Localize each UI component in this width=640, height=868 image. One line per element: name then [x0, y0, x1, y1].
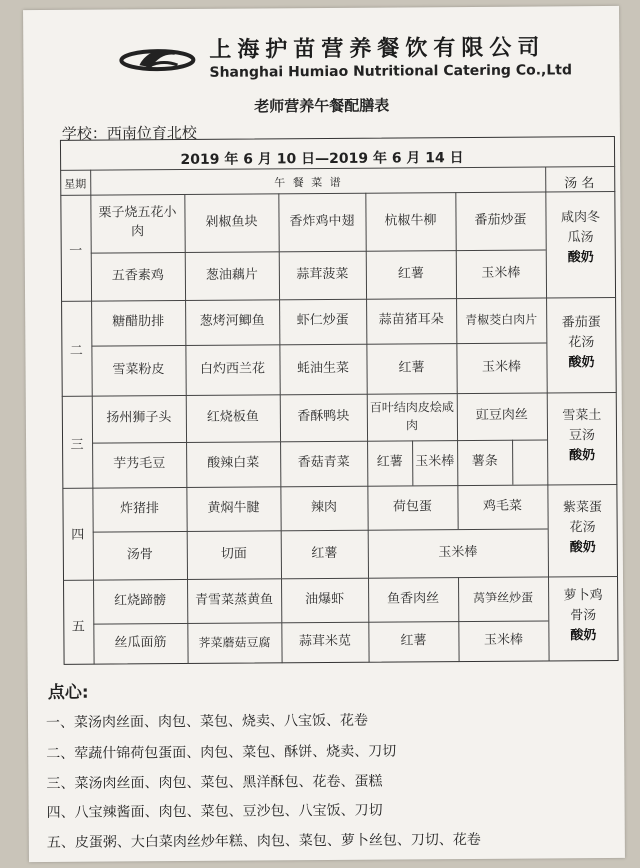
- soup-cell: [545, 208, 615, 269]
- soup-name-line: 番茄蛋: [561, 315, 601, 331]
- dish-cell: 红薯: [397, 265, 424, 282]
- school-name: 学校：西南位育北校: [61, 123, 197, 143]
- soup-name-line: 紫菜蛋: [562, 500, 603, 516]
- dish-cell: 黄焖牛腱: [207, 500, 260, 516]
- dish-cell: 玉米棒: [438, 544, 478, 560]
- dish-cell: 百叶结肉皮烩咸肉: [369, 400, 454, 432]
- dish-cell: 炸猪排: [119, 500, 160, 517]
- dish-cell: 豇豆肉丝: [475, 407, 528, 424]
- dish-cell: 薯条: [471, 453, 498, 470]
- drink-label: 酸奶: [567, 250, 594, 266]
- dish-cell: 莴笋丝炒蛋: [473, 590, 534, 606]
- dish-cell: 酸辣白菜: [207, 455, 260, 471]
- soup-name-line: 骨汤: [570, 608, 597, 624]
- day-label: 一: [69, 243, 83, 259]
- menu-sheet: [23, 6, 625, 862]
- dish-cell: 青雪菜蒸黄鱼: [195, 591, 274, 608]
- header-soup: 汤 名: [564, 176, 595, 192]
- dish-cell: 栗子烧五花小肉: [98, 205, 177, 240]
- snack-line: 四、八宝辣酱面、肉包、菜包、豆沙包、八宝饭、刀切: [46, 802, 383, 821]
- soup-cell: [547, 406, 617, 467]
- soup-cell: [546, 313, 616, 374]
- dish-cell: 油爆虾: [305, 591, 345, 607]
- day-label: 五: [71, 619, 85, 635]
- snack-line: 五、皮蛋粥、大白菜肉丝炒年糕、肉包、菜包、萝卜丝包、刀切、花卷: [46, 831, 481, 851]
- dish-cell: 切面: [220, 546, 247, 562]
- dish-cell: 扬州狮子头: [106, 410, 172, 426]
- dish-cell: 丝瓜面筋: [114, 635, 167, 651]
- dish-cell: 红薯: [398, 359, 425, 376]
- document-title: 老师营养午餐配膳表: [254, 96, 390, 116]
- dish-cell: 蒜茸米苋: [298, 633, 352, 650]
- dish-cell: 辣肉: [310, 499, 338, 515]
- dish-cell: 葱油藕片: [205, 267, 258, 283]
- dish-cell: 鸡毛菜: [482, 498, 523, 514]
- dish-cell: 荷包蛋: [392, 498, 433, 515]
- day-label: 二: [69, 343, 83, 359]
- dish-cell: 香菇青菜: [297, 454, 350, 471]
- soup-name-line: 咸肉冬: [560, 210, 601, 226]
- drink-label: 酸奶: [569, 540, 596, 556]
- company-name-en: Shanghai Humiao Nutritional Catering Co.,Ltd: [209, 62, 573, 81]
- dish-cell: 香炸鸡中翅: [289, 213, 355, 229]
- dish-cell: 糖醋肋排: [112, 314, 165, 330]
- dish-cell: 杭椒牛柳: [384, 212, 437, 229]
- soup-name-line: 萝卜鸡: [563, 588, 603, 604]
- dish-cell: 汤骨: [126, 546, 153, 562]
- drink-label: 酸奶: [569, 448, 596, 464]
- header-day: 星期: [64, 177, 87, 191]
- dish-cell: 鱼香肉丝: [387, 590, 440, 607]
- dish-cell: 剁椒鱼块: [205, 214, 258, 230]
- soup-name-line: 豆汤: [568, 428, 596, 444]
- dish-cell: 蒜苗猪耳朵: [378, 312, 444, 328]
- snack-line: 二、荤蔬什锦荷包蛋面、肉包、菜包、酥饼、烧卖、刀切: [46, 743, 397, 762]
- snack-heading: 点心:: [47, 682, 89, 703]
- dish-cell: 玉米棒: [483, 632, 523, 648]
- drink-label: 酸奶: [568, 355, 595, 371]
- dish-cell: 红薯: [376, 454, 403, 470]
- dish-cell: 红薯: [400, 633, 427, 649]
- day-label: 四: [71, 527, 85, 543]
- dish-cell: 虾仁炒蛋: [296, 312, 349, 329]
- company-logo: [117, 39, 197, 82]
- dish-cell: 青椒茭白肉片: [465, 312, 538, 327]
- company-name-cn: 上海护苗营养餐饮有限公司: [209, 34, 546, 63]
- dish-cell: 玉米棒: [481, 265, 521, 281]
- dish-cell: 红烧蹄髈: [114, 592, 167, 609]
- dish-cell: 白灼西兰花: [199, 360, 266, 377]
- dish-cell: 葱烤河鲫鱼: [199, 313, 265, 329]
- dish-cell: 雪菜粉皮: [112, 361, 165, 378]
- dish-cell: 红烧板鱼: [206, 409, 259, 425]
- dish-cell: 蚝油生菜: [296, 360, 350, 376]
- soup-cell: [547, 498, 617, 559]
- day-label: 三: [70, 437, 84, 453]
- drink-label: 酸奶: [570, 628, 597, 644]
- soup-name-line: 花汤: [569, 520, 596, 536]
- snack-line: 三、菜汤肉丝面、肉包、菜包、黑洋酥包、花卷、蛋糕: [46, 773, 383, 792]
- soup-name-line: 雪菜土: [562, 408, 602, 424]
- soup-cell: [548, 586, 618, 647]
- dish-cell: 蒜茸菠菜: [296, 266, 349, 282]
- dish-cell: 玉米棒: [481, 359, 522, 375]
- dish-cell: 番茄炒蛋: [474, 212, 527, 228]
- soup-name-line: 花汤: [568, 335, 595, 351]
- dish-cell: 玉米棒: [415, 454, 455, 470]
- date-range: 2019 年 6 月 10 日—2019 年 6 月 14 日: [180, 150, 464, 168]
- dish-cell: 五香素鸡: [111, 267, 164, 284]
- soup-name-line: 瓜汤: [567, 230, 594, 246]
- dish-cell: 香酥鸭块: [297, 408, 350, 425]
- dish-cell: 红薯: [311, 545, 338, 561]
- header-dishes: 午 餐 菜 谱: [274, 175, 343, 190]
- dish-cell: 芋艿毛豆: [113, 456, 166, 472]
- snack-line: 一、菜汤肉丝面、肉包、菜包、烧卖、八宝饭、花卷: [45, 712, 369, 731]
- dish-cell: 荠菜蘑菇豆腐: [198, 635, 271, 650]
